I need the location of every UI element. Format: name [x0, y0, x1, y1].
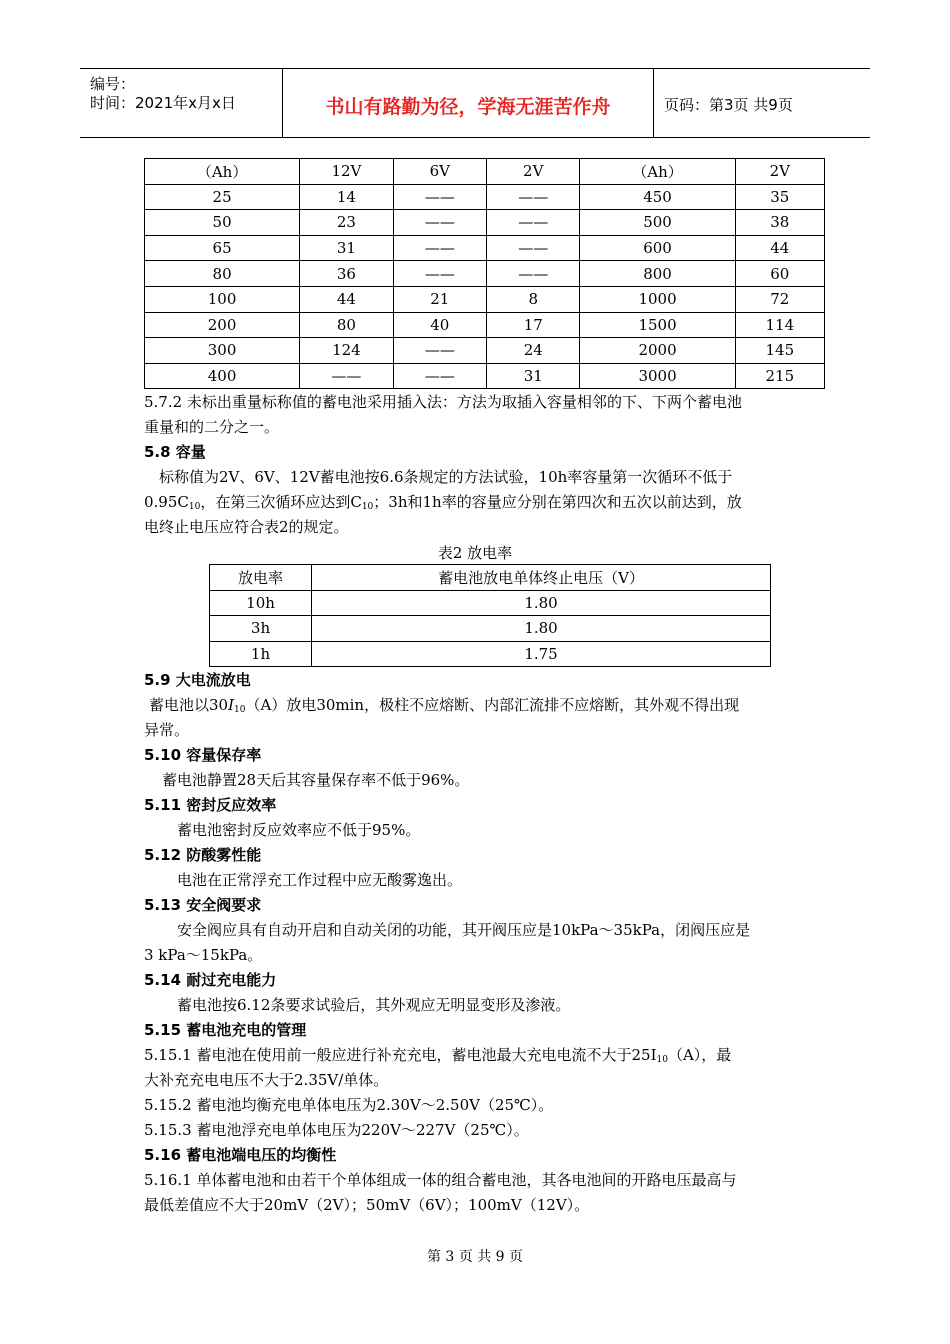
discharge-rate-table	[209, 564, 771, 667]
section-5-8-title: 5.8 容量	[144, 443, 206, 461]
table-cell: 600	[580, 235, 735, 261]
table-cell: 500	[580, 210, 735, 236]
table-header-cell: 2V	[487, 159, 580, 185]
table-row	[145, 210, 825, 236]
table-cell: ——	[487, 210, 580, 236]
s515-line1: 5.15.1 蓄电池在使用前一般应进行补充充电，蓄电池最大充电电流不大于$25I_{10}(A)$，最	[144, 1046, 732, 1065]
table-cell: 145	[735, 338, 824, 364]
table-cell: 450	[580, 184, 735, 210]
table-header-cell: 蓄电池放电单体终止电压（V）	[312, 565, 771, 591]
s512-line1: 电池在正常浮充工作过程中应无酸雾逸出。	[177, 871, 463, 889]
table-cell: 23	[300, 210, 393, 236]
number-label: 编号：	[90, 75, 136, 93]
table-cell: 1.80	[312, 590, 771, 616]
section-5-9-title: 5.9 大电流放电	[144, 671, 251, 689]
section-5-12-title: 5.12 防酸雾性能	[144, 846, 262, 864]
table-cell: 31	[300, 235, 393, 261]
s511-line1: 蓄电池密封反应效率应不低于95%。	[177, 821, 421, 839]
table-cell: 10h	[210, 590, 312, 616]
section-5-10-title: 5.10 容量保存率	[144, 746, 262, 764]
table-cell: 65	[145, 235, 300, 261]
table-cell: 100	[145, 286, 300, 312]
table-header-cell: 12V	[300, 159, 393, 185]
table-header-row	[145, 159, 825, 185]
table-header-cell: 2V	[735, 159, 824, 185]
table-row	[145, 184, 825, 210]
table-cell: 1.80	[312, 616, 771, 642]
table-cell: ——	[487, 184, 580, 210]
table-cell: 1500	[580, 312, 735, 338]
s59-line2: 异常。	[144, 721, 190, 739]
table-cell: 80	[300, 312, 393, 338]
table-cell: 3000	[580, 363, 735, 389]
table-row	[210, 590, 771, 616]
table-cell: 300	[145, 338, 300, 364]
table-cell: 60	[735, 261, 824, 287]
table-cell: 200	[145, 312, 300, 338]
section-5-15-title: 5.15 蓄电池充电的管理	[144, 1021, 307, 1039]
section-5-11-title: 5.11 密封反应效率	[144, 796, 277, 814]
time-label: 时间：2021年x月x日	[90, 94, 236, 112]
table-cell: 1.75	[312, 641, 771, 667]
table-cell: ——	[393, 235, 486, 261]
table-row	[145, 286, 825, 312]
s58-line1: 标称值为2V、6V、12V蓄电池按6.6条规定的方法试验，10h率容量第一次循环不低于	[159, 468, 733, 486]
s572-line2: 重量和的二分之一。	[144, 418, 280, 436]
table-cell: 44	[300, 286, 393, 312]
table-row	[145, 312, 825, 338]
table-row	[145, 338, 825, 364]
table-cell: ——	[487, 261, 580, 287]
table-cell: ——	[393, 261, 486, 287]
section-5-16-title: 5.16 蓄电池端电压的均衡性	[144, 1146, 337, 1164]
table-header-cell: （Ah）	[145, 159, 300, 185]
header-left-cell	[80, 69, 283, 137]
table-cell: 114	[735, 312, 824, 338]
table-cell: 1000	[580, 286, 735, 312]
table-cell: 24	[487, 338, 580, 364]
page-footer: 第 3 页 共 9 页	[426, 1249, 524, 1265]
s515-line2: 大补充充电电压不大于2.35V/单体。	[144, 1071, 389, 1089]
s516-line2: 最低差值应不大于20mV（2V）；50mV（6V）；100mV（12V）。	[144, 1196, 590, 1214]
table-cell: 800	[580, 261, 735, 287]
table-row	[145, 261, 825, 287]
table-cell: 3h	[210, 616, 312, 642]
table-row	[145, 363, 825, 389]
s59-line1: 蓄电池以$30I_{10}(A)$放电30min，极柱不应熔断、内部汇流排不应熔断，其外观不得出现	[149, 696, 740, 715]
s515-line3: 5.15.2 蓄电池均衡充电单体电压为2.30V～2.50V（25℃）。	[144, 1096, 554, 1114]
table-cell: 25	[145, 184, 300, 210]
table-cell: 21	[393, 286, 486, 312]
table-cell: 1h	[210, 641, 312, 667]
table-header-row	[210, 565, 771, 591]
table-cell: 50	[145, 210, 300, 236]
table-cell: ——	[393, 363, 486, 389]
table-row	[210, 616, 771, 642]
table-cell: 2000	[580, 338, 735, 364]
table-header-cell: 放电率	[210, 565, 312, 591]
table-cell: 31	[487, 363, 580, 389]
table-cell: ——	[300, 363, 393, 389]
table-cell: 40	[393, 312, 486, 338]
s58-line2: $0.95C_{10}$，在第三次循环应达到$C_{10}$；3h和1h率的容量应分别在第四次和五次以前达到，放	[144, 493, 742, 512]
weight-table	[144, 158, 825, 389]
table-cell: 14	[300, 184, 393, 210]
table-cell: 8	[487, 286, 580, 312]
table2-caption: 表2 放电率	[437, 544, 513, 562]
section-5-13-title: 5.13 安全阀要求	[144, 896, 262, 914]
table-cell: 72	[735, 286, 824, 312]
table-cell: 17	[487, 312, 580, 338]
table-cell: 38	[735, 210, 824, 236]
table-header-cell: 6V	[393, 159, 486, 185]
table-cell: 44	[735, 235, 824, 261]
table-header-cell: （Ah）	[580, 159, 735, 185]
table-cell: 400	[145, 363, 300, 389]
s516-line1: 5.16.1 单体蓄电池和由若干个单体组成一体的组合蓄电池，其各电池间的开路电压最高与	[144, 1171, 737, 1189]
table-row	[145, 235, 825, 261]
header-center-cell	[283, 69, 654, 137]
section-5-14-title: 5.14 耐过充电能力	[144, 971, 277, 989]
s515-line4: 5.15.3 蓄电池浮充电单体电压为220V～227V（25℃）。	[144, 1121, 529, 1139]
table-cell: 35	[735, 184, 824, 210]
table-cell: ——	[393, 210, 486, 236]
s510-line1: 蓄电池静置28天后其容量保存率不低于96%。	[162, 771, 470, 789]
table-cell: ——	[393, 184, 486, 210]
s572-line1: 5.7.2 未标出重量标称值的蓄电池采用插入法：方法为取插入容量相邻的下、下两个蓄电池	[144, 393, 742, 411]
table-cell: 124	[300, 338, 393, 364]
table-cell: ——	[487, 235, 580, 261]
s513-line1: 安全阀应具有自动开启和自动关闭的功能，其开阀压应是10kPa～35kPa，闭阀压应是	[177, 921, 751, 939]
table-cell: ——	[393, 338, 486, 364]
s514-line1: 蓄电池按6.12条要求试验后，其外观应无明显变形及渗液。	[177, 996, 571, 1014]
table-cell: 80	[145, 261, 300, 287]
s513-line2: 3 kPa～15kPa。	[144, 946, 263, 964]
page-header	[80, 68, 870, 138]
table-row	[210, 641, 771, 667]
s58-line3: 电终止电压应符合表2的规定。	[144, 518, 349, 536]
motto: 书山有路勤为径，学海无涯苦作舟	[325, 96, 611, 118]
table-cell: 215	[735, 363, 824, 389]
page-number-label: 页码：第3页 共9页	[664, 96, 793, 114]
header-right-cell	[654, 69, 870, 137]
table-cell: 36	[300, 261, 393, 287]
